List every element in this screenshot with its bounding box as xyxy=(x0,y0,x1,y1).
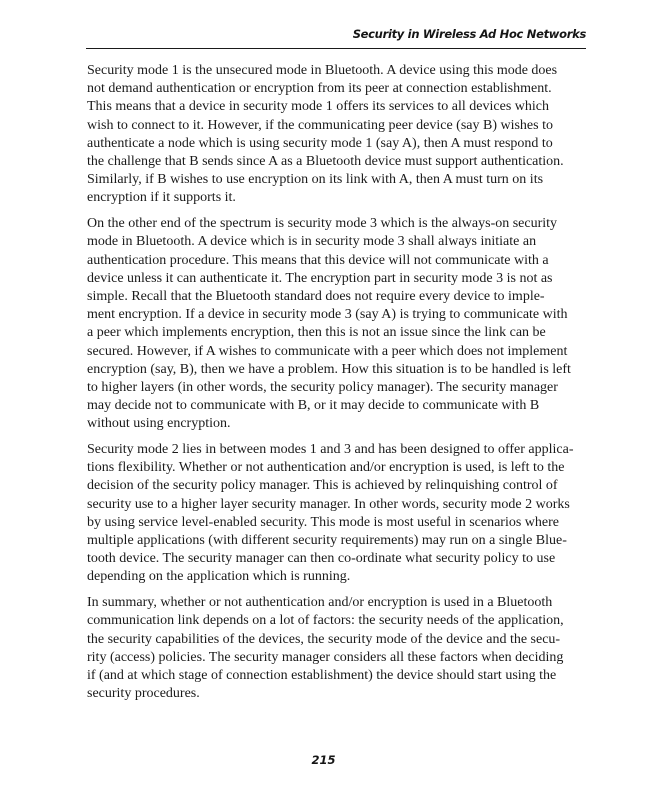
paragraph-security-mode-2: Security mode 2 lies in between modes 1 and 3 and has been designed to offer applica- tions flexibility. Whether or not authentication and/or encryption is used, is left to the decision of the security policy manager. This is achieved by relinquishing control of security use to a higher layer security manager. In other words, security mode 2 works by using service level-enabled security. This mode is most useful in scenarios where multiple applications (with different security requirements) may run on a single Blue- tooth device. The security manager can then co-ordinate what security policy to use depending on the application which is running. xyxy=(87,442,574,585)
paragraph-summary: In summary, whether or not authentication and/or encryption is used in a Bluetooth communication link depends on a lot of factors: the security needs of the application, the security capabilities of the devices, the security mode of the device and the secu- rity (access) policies. The security manager considers all these factors when deciding if (and at which stage of connection establishment) the device should start using the security procedures. xyxy=(87,595,564,702)
body-text xyxy=(87,62,586,703)
running-header xyxy=(86,24,586,49)
running-header-title: Security in Wireless Ad Hoc Networks xyxy=(352,27,586,41)
paragraph-security-mode-3: On the other end of the spectrum is security mode 3 which is the always-on security mode in Bluetooth. A device which is in security mode 3 shall always initiate an authentication procedure. This means that this device will not communicate with a device unless it can authenticate it. The encryption part in security mode 3 is not as simple. Recall that the Bluetooth standard does not require every device to imple- ment encryption. If a device in security mode 3 (say A) is trying to communicate with a peer which implements encryption, then this is not an issue since the link can be secured. However, if A wishes to communicate with a peer which does not implement encryption (say, B), then we have a problem. How this situation is to be handled is left to higher layers (in other words, the security policy manager). The security manager may decide not to communicate with B, or it may decide to communicate with B without using encryption. xyxy=(87,216,571,432)
page-number: 215 xyxy=(311,753,336,767)
paragraph-security-mode-1: Security mode 1 is the unsecured mode in Bluetooth. A device using this mode does not demand authentication or encryption from its peer at connection establishment. This means that a device in security mode 1 offers its services to all devices which wish to connect to it. However, if the communicating peer device (say B) wishes to authenticate a node which is using security mode 1 (say A), then A must respond to the challenge that B sends since A as a Bluetooth device must support authentication. Similarly, if B wishes to use encryption on its link with A, then A must turn on its encryption if it supports it. xyxy=(87,63,564,206)
